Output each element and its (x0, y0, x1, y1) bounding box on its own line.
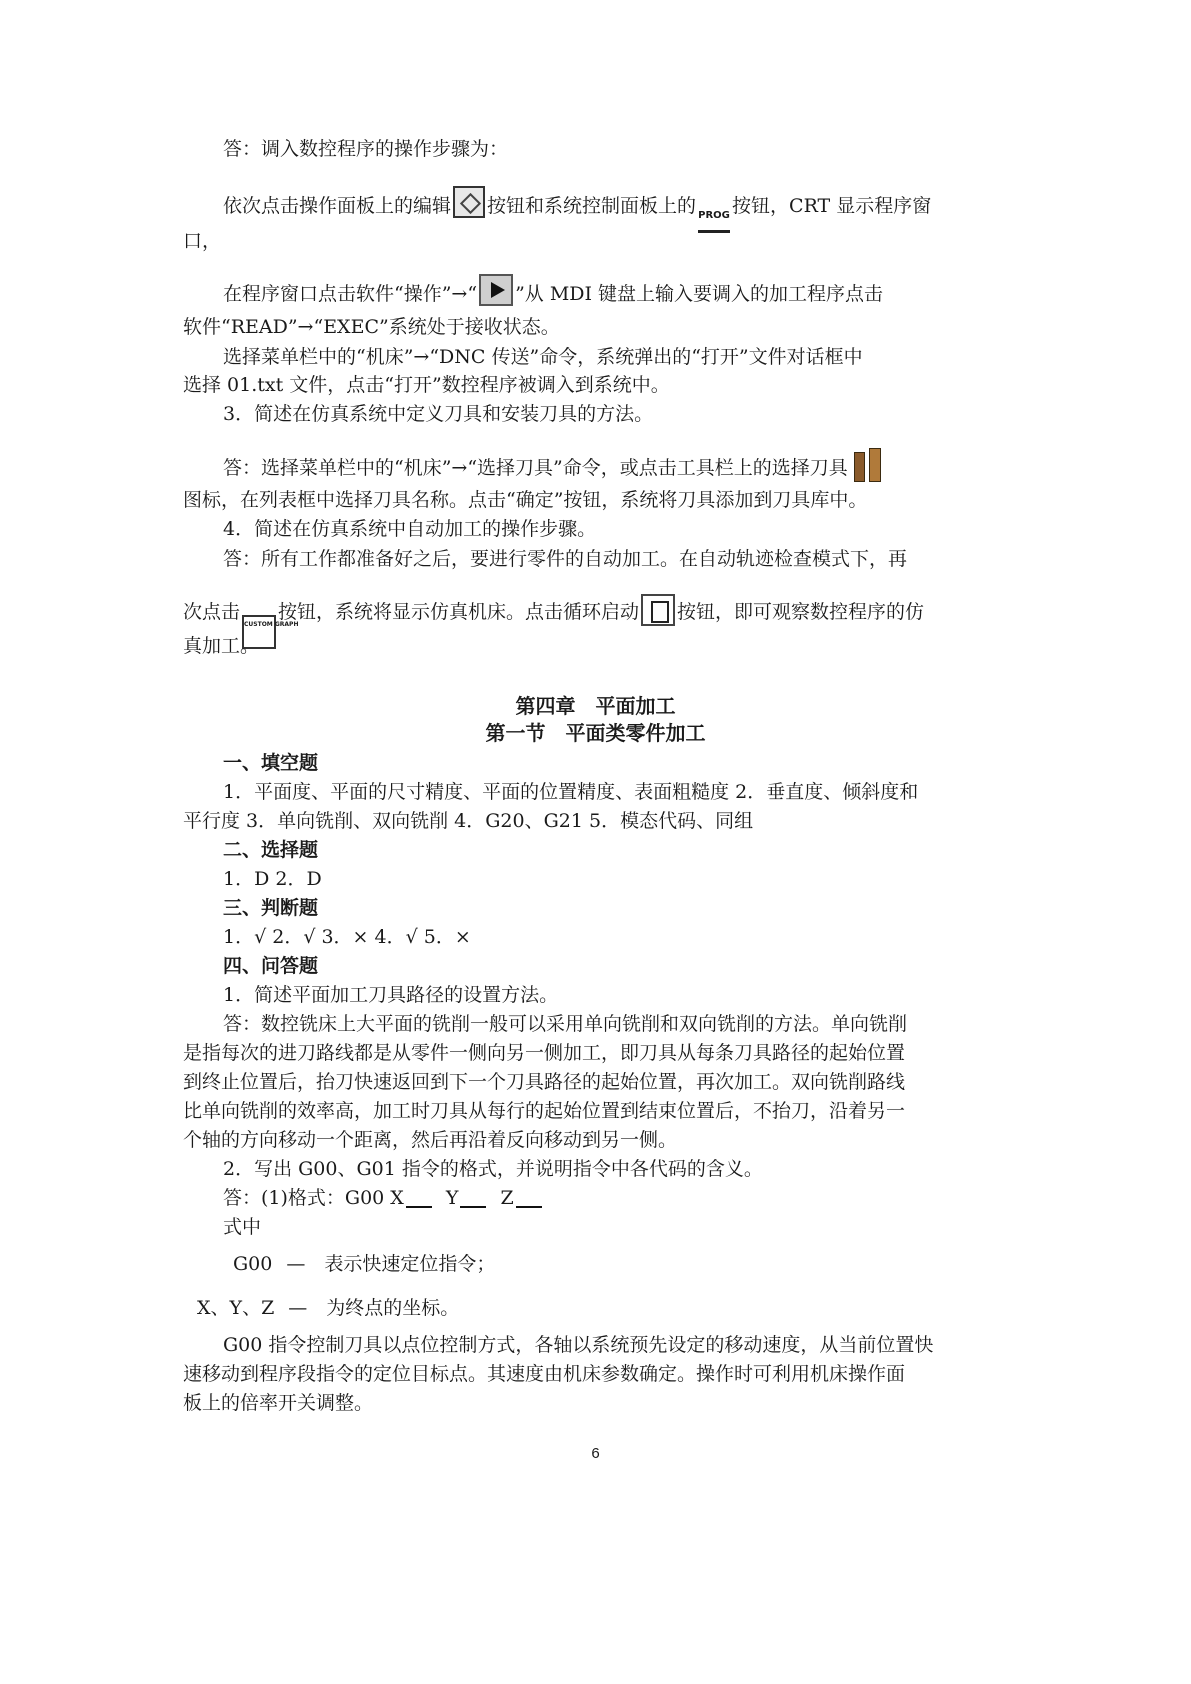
blank-underline (460, 1188, 486, 1208)
custom-graph-icon: CUSTOM GRAPH (242, 615, 276, 649)
text-segment: 答：(1)格式：G00 X (223, 1187, 404, 1209)
text-segment: ”从 MDI 键盘上输入要调入的加工程序点击 (515, 283, 884, 305)
blank-underline (406, 1188, 432, 1208)
judge-answers: 1．√ 2．√ 3．× 4．√ 5．× (223, 926, 471, 948)
answer-3 (223, 446, 1013, 482)
edit-icon (453, 186, 485, 218)
qa-answer-1-line: 到终止位置后，抬刀快速返回到下一个刀具路径的起始位置，再次加工。双向铣削路线 (183, 1071, 906, 1093)
qa-answer-2-where: 式中 (223, 1216, 262, 1238)
g00-paragraph-line: 板上的倍率开关调整。 (183, 1392, 374, 1414)
text-segment: Z (500, 1187, 514, 1209)
qa-answer-1-line: 个轴的方向移动一个距离，然后再沿着反向移动到另一侧。 (183, 1129, 678, 1151)
answer-4-end: 真加工。 (183, 635, 260, 657)
fill-answers-1: 1．平面度、平面的尺寸精度、平面的位置精度、表面粗糙度 2．垂直度、倾斜度和 (223, 781, 919, 803)
answer-intro: 答：调入数控程序的操作步骤为： (223, 138, 509, 160)
question-3: 3．简述在仿真系统中定义刀具和安装刀具的方法。 (223, 403, 654, 425)
play-icon (479, 274, 513, 306)
definition-xyz (197, 1295, 897, 1321)
qa-question-1: 1．简述平面加工刀具路径的设置方法。 (223, 984, 559, 1006)
text-segment: 答：选择菜单栏中的“机床”→“选择刀具”命令，或点击工具栏上的选择刀具 (223, 457, 848, 479)
code-term: X、Y、Z (197, 1297, 275, 1319)
text-segment: 在程序窗口点击软件“操作”→“ (223, 283, 478, 305)
tool-select-icon (850, 446, 884, 482)
text-segment: Y (445, 1187, 459, 1209)
code-definition: — 表示快速定位指令； (286, 1253, 496, 1275)
heading-qa: 四、问答题 (223, 955, 319, 977)
g00-paragraph-line: 速移动到程序段指令的定位目标点。其速度由机床参数确定。操作时可利用机床操作面 (183, 1363, 906, 1385)
code-definition: — 为终点的坐标。 (288, 1297, 460, 1319)
text-segment: 按钮，CRT 显示程序窗 (732, 195, 932, 217)
qa-answer-1-line: 答：数控铣床上大平面的铣削一般可以采用单向铣削和双向铣削的方法。单向铣削 (223, 1013, 908, 1035)
qa-question-2: 2．写出 G00、G01 指令的格式，并说明指令中各代码的含义。 (223, 1158, 763, 1180)
cycle-start-icon (641, 594, 675, 626)
text-segment: 选择菜单栏中的“机床”→“DNC 传送”命令，系统弹出的“打开”文件对话框中 (223, 346, 863, 368)
heading-judge: 三、判断题 (223, 897, 319, 919)
answer-step-2-cont: 软件“READ”→“EXEC”系统处于接收状态。 (183, 316, 560, 338)
text-segment: 按钮，系统将显示仿真机床。点击循环启动 (278, 601, 640, 623)
section-title: 第一节 平面类零件加工 (485, 721, 706, 745)
definition-g00 (233, 1251, 933, 1277)
answer-step-1-cont: 口， (183, 230, 222, 252)
blank-underline (516, 1188, 542, 1208)
heading-fill-blank: 一、填空题 (223, 752, 319, 774)
answer-step-2 (223, 274, 1013, 307)
answer-step-1 (223, 186, 1013, 233)
question-4: 4．简述在仿真系统中自动加工的操作步骤。 (223, 518, 597, 540)
g00-paragraph-line: G00 指令控制刀具以点位控制方式，各轴以系统预先设定的移动速度，从当前位置快 (223, 1334, 934, 1356)
answer-step-3 (223, 344, 1013, 370)
code-term: G00 (233, 1253, 273, 1275)
qa-answer-1-line: 比单向铣削的效率高，加工时刀具从每行的起始位置到结束位置后，不抬刀，沿着另一 (183, 1100, 906, 1122)
answer-4: 答：所有工作都准备好之后，要进行零件的自动加工。在自动轨迹检查模式下，再 (223, 548, 908, 570)
answer-3-cont: 图标，在列表框中选择刀具名称。点击“确定”按钮，系统将刀具添加到刀具库中。 (183, 489, 868, 511)
qa-answer-2-format (223, 1185, 1013, 1211)
page-number: 6 (591, 1445, 600, 1462)
choice-answers: 1．D 2．D (223, 868, 322, 890)
fill-answers-2: 平行度 3．单向铣削、双向铣削 4．G20、G21 5．模态代码、同组 (183, 810, 754, 832)
text-segment: 依次点击操作面板上的编辑 (223, 195, 452, 217)
heading-choice: 二、选择题 (223, 839, 319, 861)
prog-key-icon: PROG (698, 209, 730, 233)
answer-step-3-cont: 选择 01.txt 文件，点击“打开”数控程序被调入到系统中。 (183, 374, 670, 396)
chapter-title: 第四章 平面加工 (515, 694, 676, 718)
text-segment: 按钮，即可观察数控程序的仿 (677, 601, 925, 623)
text-segment: 按钮和系统控制面板上的 (487, 195, 697, 217)
qa-answer-1-line: 是指每次的进刀路线都是从零件一侧向另一侧加工，即刀具从每条刀具路径的起始位置 (183, 1042, 906, 1064)
text-segment: 次点击 (183, 601, 241, 623)
